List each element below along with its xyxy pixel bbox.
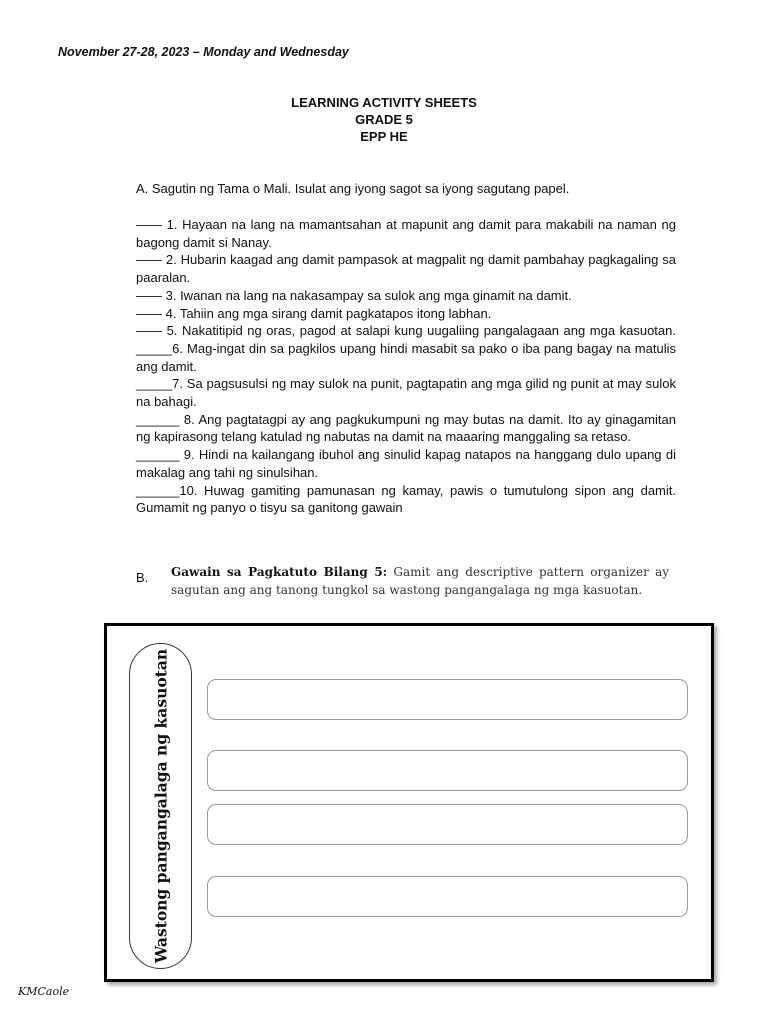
organizer-topic-label: Wastong pangangalaga ng kasuotan <box>151 648 170 964</box>
true-false-items <box>136 216 676 517</box>
section-b-label: B. <box>136 570 149 585</box>
organizer-topic-pill <box>129 643 192 969</box>
document-title <box>0 94 768 145</box>
list-item: —— 4. Tahiin ang mga sirang damit pagkatapos itong labhan. <box>136 305 492 321</box>
list-item: ______ 9. Hindi na kailangang ibuhol ang sinulid kapag natapos na hanggang dulo upang di makalag ang tahi ng sinulsihan. <box>136 447 676 480</box>
answer-box-3[interactable] <box>207 804 688 845</box>
date-line: November 27-28, 2023 – Monday and Wednesday <box>58 45 349 59</box>
section-a-instruction: A. Sagutin ng Tama o Mali. Isulat ang iyong sagot sa iyong sagutang papel. <box>136 181 570 196</box>
gawain-text: Gamit ang descriptive pattern organizer ay sagutan ang ang tanong tungkol sa wastong pangangalaga ng mga kasuotan. <box>171 565 669 597</box>
list-item: _____7. Sa pagsusulsi ng may sulok na punit, pagtapatin ang mga gilid ng punit at may sulok na bahagi. <box>136 376 676 410</box>
descriptive-pattern-organizer <box>104 623 714 982</box>
title-line-3: EPP HE <box>360 129 408 144</box>
gawain-title: Gawain sa Pagkatuto Bilang 5: <box>171 565 388 579</box>
gawain-instruction <box>171 563 669 599</box>
title-line-2: GRADE 5 <box>355 112 413 127</box>
answer-box-4[interactable] <box>207 876 688 917</box>
answer-box-2[interactable] <box>207 750 688 791</box>
list-item: ______10. Huwag gamiting pamunasan ng kamay, pawis o tumutulong sipon ang damit. Gumamit ng panyo o tisyu sa ganitong gawain <box>136 482 676 516</box>
list-item: —— 1. Hayaan na lang na mamantsahan at mapunit ang damit para makabili na naman ng bagong damit si Nanay. <box>136 217 676 250</box>
answer-box-1[interactable] <box>207 679 688 720</box>
signature: KMCaole <box>18 985 70 998</box>
list-item: —— 3. Iwanan na lang na nakasampay sa sulok ang mga ginamit na damit. <box>136 287 572 303</box>
title-line-1: LEARNING ACTIVITY SHEETS <box>291 95 477 110</box>
list-item: —— 5. Nakatitipid ng oras, pagod at salapi kung uugaliing pangalagaan ang mga kasuotan. _____6. Mag-ingat din sa pagkilos upang hindi masabit sa pako o iba pang bagay na matulis ang damit. <box>136 323 676 374</box>
list-item: ______ 8. Ang pagtatagpi ay ang pagkukumpuni ng may butas na damit. Ito ay ginagamitan ng kapirasong telang katulad ng nabutas na damit na maaaring manggaling sa retaso. <box>136 411 676 445</box>
list-item: —— 2. Hubarin kaagad ang damit pampasok at magpalit ng damit pambahay pagkagaling sa paaralan. <box>136 252 676 286</box>
